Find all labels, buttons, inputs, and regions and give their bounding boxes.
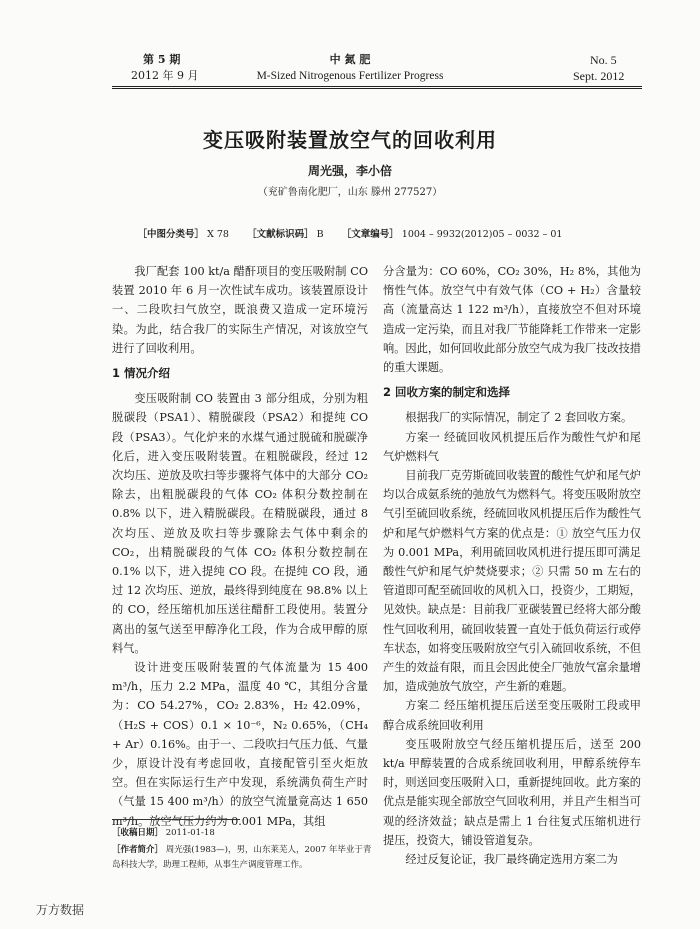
header-journal-en: M-Sized Nitrogenous Fertilizer Progress bbox=[256, 70, 444, 82]
right-paragraph-1: 分含量为：CO 60%，CO₂ 30%，H₂ 8%，其他为惰性气体。放空气中有效气体（CO + H₂）含量较高（流量高达 1 122 m³/h），直接放空不但对环境造成一定污染，而且对我厂节能降耗工作带来一定影响。因此，如何回收此部分放空气成为我厂技改技措的重大课题。 bbox=[383, 265, 641, 375]
watermark-text: 万方数据 bbox=[36, 903, 85, 917]
doc-code-label: ［文献标识码］ bbox=[247, 229, 314, 240]
right-paragraph-6: 变压吸附放空气经压缩机提压后，送至 200 kt/a 甲醇装置的合成系统回收利用，甲醇系统停车时，则送回变压吸附入口，重新提纯回收。此方案的优点是能实现全部放空气回收利用，并且产生相当可观的经济效益；缺点是需上 1 台往复式压缩机进行提压，投资大，铺设管道复杂。 bbox=[383, 737, 641, 847]
scheme-one-heading: 方案一 经硫回收风机提压后作为酸性气炉和尾气炉燃料气 bbox=[383, 430, 641, 463]
header-date-en: Sept. 2012 bbox=[573, 69, 625, 83]
left-paragraph-1: 我厂配套 100 kt/a 醋酐项目的变压吸附制 CO 装置 2010 年 6 月一次性试车成功。该装置原设计一、二段吹扫气放空，既浪费又造成一定环境污染。为此，结合我厂的实际生产情况，对该放空气进行了回收利用。 bbox=[112, 265, 368, 355]
right-paragraph-2: 根据我厂的实际情况，制定了 2 套回收方案。 bbox=[405, 411, 633, 425]
right-paragraph-7: 经过反复论证，我厂最终确定选用方案二为 bbox=[405, 853, 618, 867]
received-value: 2011-01-18 bbox=[165, 828, 215, 838]
article-no-label: ［文章编号］ bbox=[341, 229, 399, 240]
classification-value: X 78 bbox=[207, 229, 229, 240]
classification-line bbox=[0, 226, 700, 240]
right-column bbox=[383, 262, 641, 869]
scheme-two-heading: 方案二 经压缩机提压后送至变压吸附工段或甲醇合成系统回收利用 bbox=[383, 699, 641, 732]
received-label: ［收稿日期］ bbox=[112, 828, 164, 838]
article-no-value: 1004 – 9932(2012)05 – 0032 – 01 bbox=[401, 229, 563, 240]
footnote-rule bbox=[112, 819, 240, 820]
left-paragraph-2: 变压吸附制 CO 装置由 3 部分组成，分别为粗脱碳段（PSA1）、精脱碳段（PSA2）和提纯 CO 段（PSA3）。气化炉来的水煤气通过脱硫和脱碳净化后，进入变压吸附装置。在粗脱碳段，经过 12 次均压、逆放及吹扫等步骤将气体中的大部分 CO₂ 除去，出粗脱碳段的气体 CO₂ 体积分数控制在 0.8% 以下，进入精脱碳段。在精脱碳段，通过 8 次均压、逆放及吹扫等步骤除去气体中剩余的 CO₂，出精脱碳段的气体 CO₂ 体积分数控制在 0.1% 以下，进入提纯 CO 段。在提纯 CO 段，通过 12 次均压、逆放，最终得到纯度在 98.8% 以上的 CO，经压缩机加压送往醋酐工段使用。装置分离出的氢气送至甲醇净化工段，作为合成甲醇的原料气。 bbox=[112, 392, 368, 655]
article-authors: 周光强，李小倍 bbox=[307, 164, 392, 178]
article-title: 变压吸附装置放空气的回收利用 bbox=[203, 128, 497, 152]
article-affiliation: （兖矿鲁南化肥厂，山东 滕州 277527） bbox=[257, 187, 443, 198]
footnote-author bbox=[112, 843, 372, 873]
left-column bbox=[112, 262, 368, 831]
footnote-received bbox=[112, 826, 372, 841]
header-issue-en: No. 5 bbox=[590, 53, 617, 67]
left-paragraph-3: 设计进变压吸附装置的气体流量为 15 400 m³/h，压力 2.2 MPa，温度 40 ℃，其组分含量为：CO 54.27%，CO₂ 2.83%，H₂ 42.09%，（H₂S + COS）0.1 × 10⁻⁶，N₂ 0.65%，（CH₄ + Ar）0.16%。由于一、二段吹扫气压力低、气量少，原设计没有考虑回收，直接配管引至火炬放空。但在实际运行生产中发现，系统满负荷生产时（气量 15 400 m³/h）的放空气流量竟高达 1 650 m³/h。放空气压力约为 0.001 MPa，其组 bbox=[112, 661, 368, 828]
header-journal-cn: 中 氮 肥 bbox=[329, 53, 371, 66]
header-date-cn: 2012 年 9 月 bbox=[131, 69, 199, 82]
author-bio-value: 周光强(1983—)，男，山东莱芜人，2007 年毕业于青岛科技大学，助理工程师，从事生产调度管理工作。 bbox=[112, 845, 372, 870]
section-heading-1: 1 情况介绍 bbox=[112, 366, 171, 381]
header-rule-top bbox=[112, 86, 642, 87]
author-bio-label: ［作者简介］ bbox=[112, 845, 164, 855]
classification-label: ［中图分类号］ bbox=[137, 229, 205, 240]
doc-code-value: B bbox=[316, 229, 324, 240]
header-issue-cn: 第 5 期 bbox=[143, 53, 181, 66]
section-heading-2: 2 回收方案的制定和选择 bbox=[383, 385, 511, 400]
right-paragraph-4: 目前我厂克劳斯硫回收装置的酸性气炉和尾气炉均以合成氨系统的弛放气为燃料气。将变压吸附放空气引至硫回收系统，经硫回收风机提压后作为酸性气炉和尾气炉燃料气方案的优点是：① 放空气压力仅为 0.001 MPa，利用硫回收风机进行提压即可满足酸性气炉和尾气炉焚烧要求；② 只需 50 m 左右的管道即可配至硫回收的风机入口，投资少，工期短，见效快。缺点是：目前我厂亚碳装置已经将大部分酸性气回收利用，硫回收装置一直处于低负荷运行或停车状态，如将变压吸附放空气引入硫回收系统，不但产生的效益有限，而且会因此使全厂弛放气富余量增加，造成弛放气放空，产生新的难题。 bbox=[383, 469, 641, 694]
header-rule-bottom bbox=[112, 88, 642, 89]
